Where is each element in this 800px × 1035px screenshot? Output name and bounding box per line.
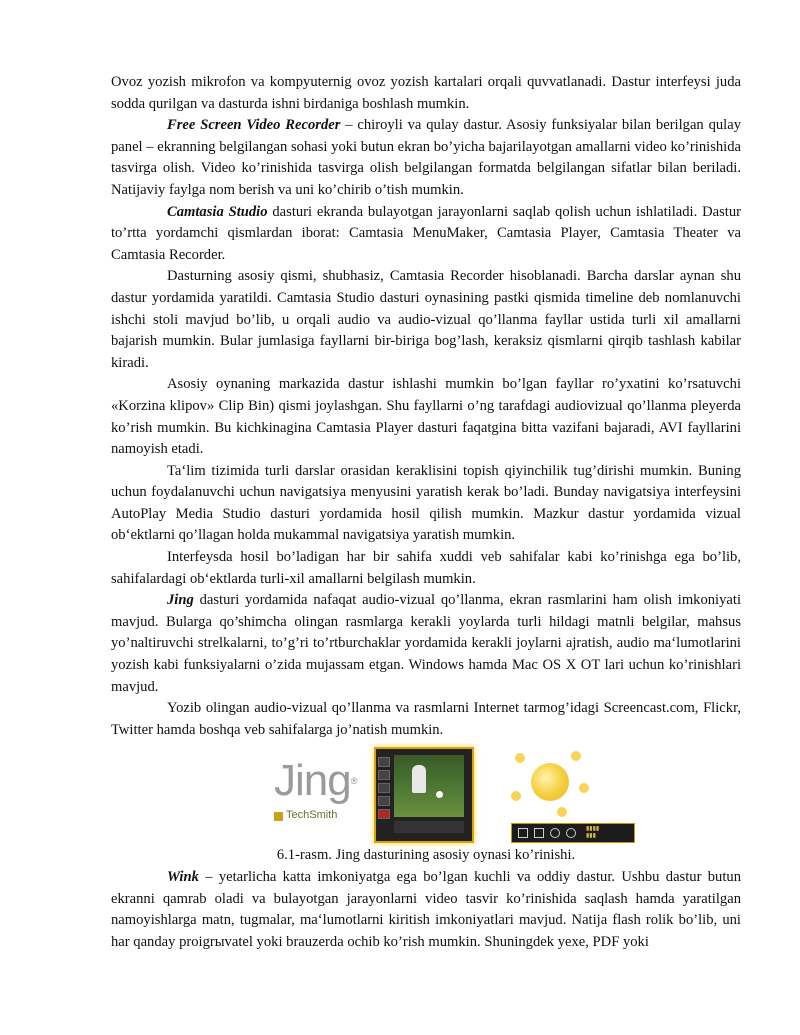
paragraph-2-text: – chiroyli va qulay dastur. Asosiy funksiyalar bilan berilgan qulay panel – ekranning belgilangan sohasi yoki butun ekran bo’yicha bajarilayotgan amallarni video ko’rinishida tasvirga olish. Video ko’rinishida tasvirga olish belgilangan formatda belgilangan sifatlar bilan beriladi. Natijaviy faylga nom berish va uni ko’chirib o’tish mumkin. (111, 117, 741, 198)
techsmith-brand: TechSmith (286, 809, 338, 822)
paragraph-2 (111, 115, 741, 201)
stop-icon (518, 828, 528, 838)
jing-logo-text: Jing (274, 756, 351, 806)
term-camtasia-studio: Camtasia Studio (167, 203, 268, 220)
term-free-screen-video-recorder: Free Screen Video Recorder (167, 117, 341, 134)
jing-logo (274, 756, 370, 822)
term-jing: Jing (167, 592, 194, 609)
capture-toolbar (378, 757, 390, 821)
paragraph-7: Interfeysda hosil bo’ladigan har bir sahifa xuddi veb sahifalar kabi ko’rinishga ega bo’lib, sahifalardagi ob‘ektlarda turli-xil amallarni belgilash mumkin. (111, 549, 741, 587)
techsmith-logo-icon (274, 812, 283, 821)
undo-icon (550, 828, 560, 838)
paragraph-4: Dasturning asosiy qismi, shubhasiz, Camtasia Recorder hisoblanadi. Barcha darslar aynan shu dastur yordamida yaratildi. Camtasia Studio dasturi oynasining pastki qismida timeline deb nomlanuvchi ishchi stoli mavjud bo’lib, u orqali audio va audio-vizual qo’llanma fayllar ustida turli xil amallarni bajarish mumkin. Bular jumlasiga fayllarni bir-biriga bog’lash, keraksiz qismlarni qirqib tashlash kabilar kiradi. (111, 268, 741, 371)
document-body (111, 72, 741, 953)
paragraph-8-text: dasturi yordamida nafaqat audio-vizual qo’llanma, ekran rasmlarini ham olish imkoniyati mavjud. Bularga qo’shimcha olingan rasmlarga kerakli yoylarda turli hildagi matnli belgilar, mahsus yo’naltiruvchi strelkalarni, to’g’ri to’rtburchaklar yordamida kerakli joylarni ajratish, audio ma‘lumotlarini yozish kabi funksiyalarni o’zida mujassam etgan. Windows hamda Mac OS X OT lari uchun ko’rinishlari mavjud. (111, 592, 741, 695)
paragraph-10 (111, 867, 741, 953)
paragraph-6: Ta‘lim tizimida turli darslar orasidan keraklisini topish qiyinchilik tug’dirishi mumkin. Buning uchun foydalanuvchi uchun navigatsiya menyusini yaratish kerak bo’ladi. Bunday navigatsiya interfeysini AutoPlay Media Studio dasturi yordamida hosil qilish mumkin. Mazkur dastur yordamida vizual ob‘ektlarni qo’llagan holda mukammal navigatsiya yaratish mumkin. (111, 462, 741, 544)
jing-toolbar-image: ▮▮▮▮ ▮▮▮ (511, 823, 635, 843)
paragraph-5: Asosiy oynaning markazida dastur ishlashi mumkin bo’lgan fayllar ro’yxatini ko’rsatuvchi «Korzina klipov» Clip Bin) qismi joylashgan. Shu fayllarni o’ng tarafdagi audiovizual qo’llanma pleyerda ko’rish mumkin. Bu kichkinagina Camtasia Player dasturi faqatgina bitta vazifani bajaradi, AVI fayllarini namoyish etadi. (111, 376, 741, 458)
video-preview (394, 755, 464, 817)
figure-caption: 6.1-rasm. Jing dasturining asosiy oynasi ko’rinishi. (276, 847, 576, 864)
capture-window-image (374, 747, 474, 843)
paragraph-3 (111, 202, 741, 267)
paragraph-10-text: – yetarlicha katta imkoniyatga ega bo’lgan kuchli va oddiy dastur. Ushbu dastur butun ekranni qamrab oladi va bulayotgan jarayonlarni video tasvir ko’rinishida saqlash hamda yaratilgan namoyishlarga matn, tugmalar, ma‘lumotlarni kiritish imkoniyatlari mavjud. Natija flash rolik bo’lib, uni har qanday proigrыvatel yoki brauzerda ochib ko’rish mumkin. Shuningdek yexe, PDF yoki (111, 869, 741, 950)
paragraph-1: Ovoz yozish mikrofon va kompyuternig ovoz yozish kartalari orqali quvvatlanadi. Dastur interfeysi juda sodda qurilgan va dasturda ishni birdaniga boshlash mumkin. (111, 74, 741, 112)
record-icon (378, 809, 390, 819)
paragraph-9: Yozib olingan audio-vizual qo’llanma va rasmlarni Internet tarmog’idagi Screencast.com, Flickr, Twitter hamda boshqa veb sahifalarga jo’natish mumkin. (111, 700, 741, 738)
jing-figure (111, 747, 741, 845)
save-icon (534, 828, 544, 838)
record-button-icon (566, 828, 576, 838)
registered-mark: ® (350, 776, 357, 787)
jing-sun-icon (509, 749, 589, 819)
term-wink: Wink (167, 869, 199, 885)
paragraph-3-text: dasturi ekranda bulayotgan jarayonlarni saqlab qolish uchun ishlatiladi. Dastur to’rtta yordamchi qismlardan iborat: Camtasia MenuMaker, Camtasia Player, Camtasia Theater va Camtasia Recorder. (111, 203, 741, 263)
paragraph-8 (111, 590, 741, 698)
